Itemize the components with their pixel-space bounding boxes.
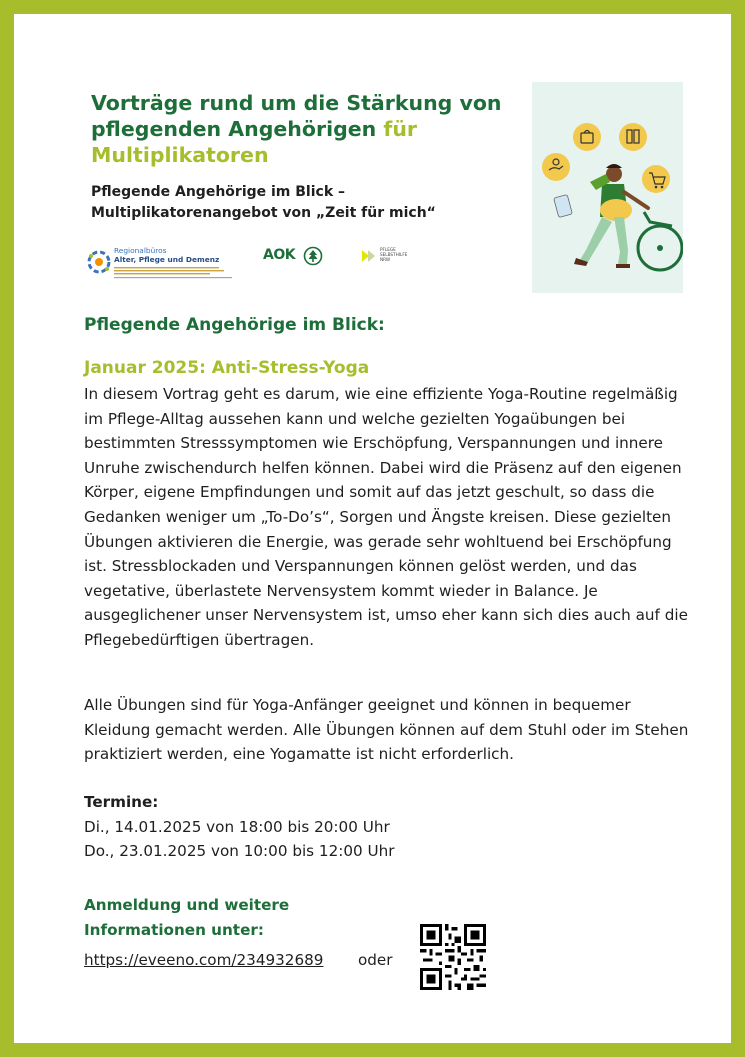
- title-main: Vorträge rund um die Stärkung von pflegenden Angehörigen: [91, 91, 502, 141]
- title-highlight-fuer: für: [383, 117, 418, 141]
- regionalbueros-name: Regionalbüros: [114, 246, 167, 255]
- termine-heading: Termine:: [84, 793, 159, 811]
- aok-tree-icon: [303, 246, 323, 266]
- registration-heading-line-2: Informationen unter:: [84, 921, 264, 939]
- qr-code[interactable]: [420, 924, 486, 990]
- pflege-selbsthilfe-logo: [360, 245, 414, 267]
- regionalbueros-logo-icon: [86, 247, 112, 281]
- document-title: [91, 90, 511, 168]
- aok-logo-text: AOK: [263, 247, 296, 263]
- section-heading: Pflegende Angehörige im Blick:: [84, 315, 385, 335]
- pflege-selbsthilfe-text: PFLEGE SELBSTHILFE NRW: [380, 247, 408, 262]
- title-highlight-multiplikatoren: Multiplikatoren: [91, 143, 269, 167]
- registration-link[interactable]: https://eveeno.com/234932689: [84, 951, 324, 969]
- bag-bubble-icon: [573, 123, 601, 151]
- aok-logo: [263, 245, 327, 267]
- document-subtitle: [91, 182, 511, 224]
- registration-heading-line-1: Anmeldung und weitere: [84, 896, 290, 914]
- caregiver-illustration: [532, 82, 683, 293]
- regionalbueros-logo: [86, 244, 238, 284]
- regionalbueros-tagline: Alter, Pflege und Demenz: [114, 255, 220, 264]
- medication-bubble-icon: [619, 123, 647, 151]
- cart-bubble-icon: [642, 165, 670, 193]
- subtitle-line-1: Pflegende Angehörige im Blick –: [91, 184, 346, 200]
- termin-date-1: Di., 14.01.2025 von 18:00 bis 20:00 Uhr: [84, 818, 390, 836]
- termin-date-2: Do., 23.01.2025 von 10:00 bis 12:00 Uhr: [84, 842, 395, 860]
- event-heading: Januar 2025: Anti-Stress-Yoga: [84, 358, 370, 378]
- hand-bubble-icon: [542, 153, 570, 181]
- pflege-selbsthilfe-icon: [360, 247, 378, 265]
- description-paragraph-1: In diesem Vortrag geht es darum, wie eine effiziente Yoga-Routine regelmäßig im Pflege-Alltag aussehen kann und welche gezielten Yogaübungen bei bestimmten Stresssymptomen wie Erschöpfung, Verspannungen und innere Unruhe zwischendurch helfen können. Dabei wird die Präsenz auf den eigenen Körper, eigene Empfindungen und somit auf das jetzt geschult, so dass die Gedanken weniger um „To-Do’s“, Sorgen und Ängste kreisen. Diese gezielten Übungen aktivieren die Energie, was gerade sehr wohltuend bei Erschöpfung ist. Stressblockaden und Verspannungen können gelöst werden, und das vegetative, überlastete Nervensystem kommt wieder in Balance. Je ausgeglichener unser Nervensystem ist, umso eher kann sich dies auch auf die Pflegebedürftigen übertragen.: [84, 385, 688, 649]
- regionalbueros-fineprint: [114, 266, 234, 280]
- description-paragraph-2: Alle Übungen sind für Yoga-Anfänger geeignet und können in bequemer Kleidung gemacht werden. Alle Übungen können auf dem Stuhl oder im Stehen praktiziert werden, eine Yogamatte ist nicht erforderlich.: [84, 696, 689, 764]
- subtitle-line-2: Multiplikatorenangebot von „Zeit für mich“: [91, 205, 436, 221]
- oder-text: oder: [358, 951, 393, 969]
- registration-heading: [84, 893, 344, 943]
